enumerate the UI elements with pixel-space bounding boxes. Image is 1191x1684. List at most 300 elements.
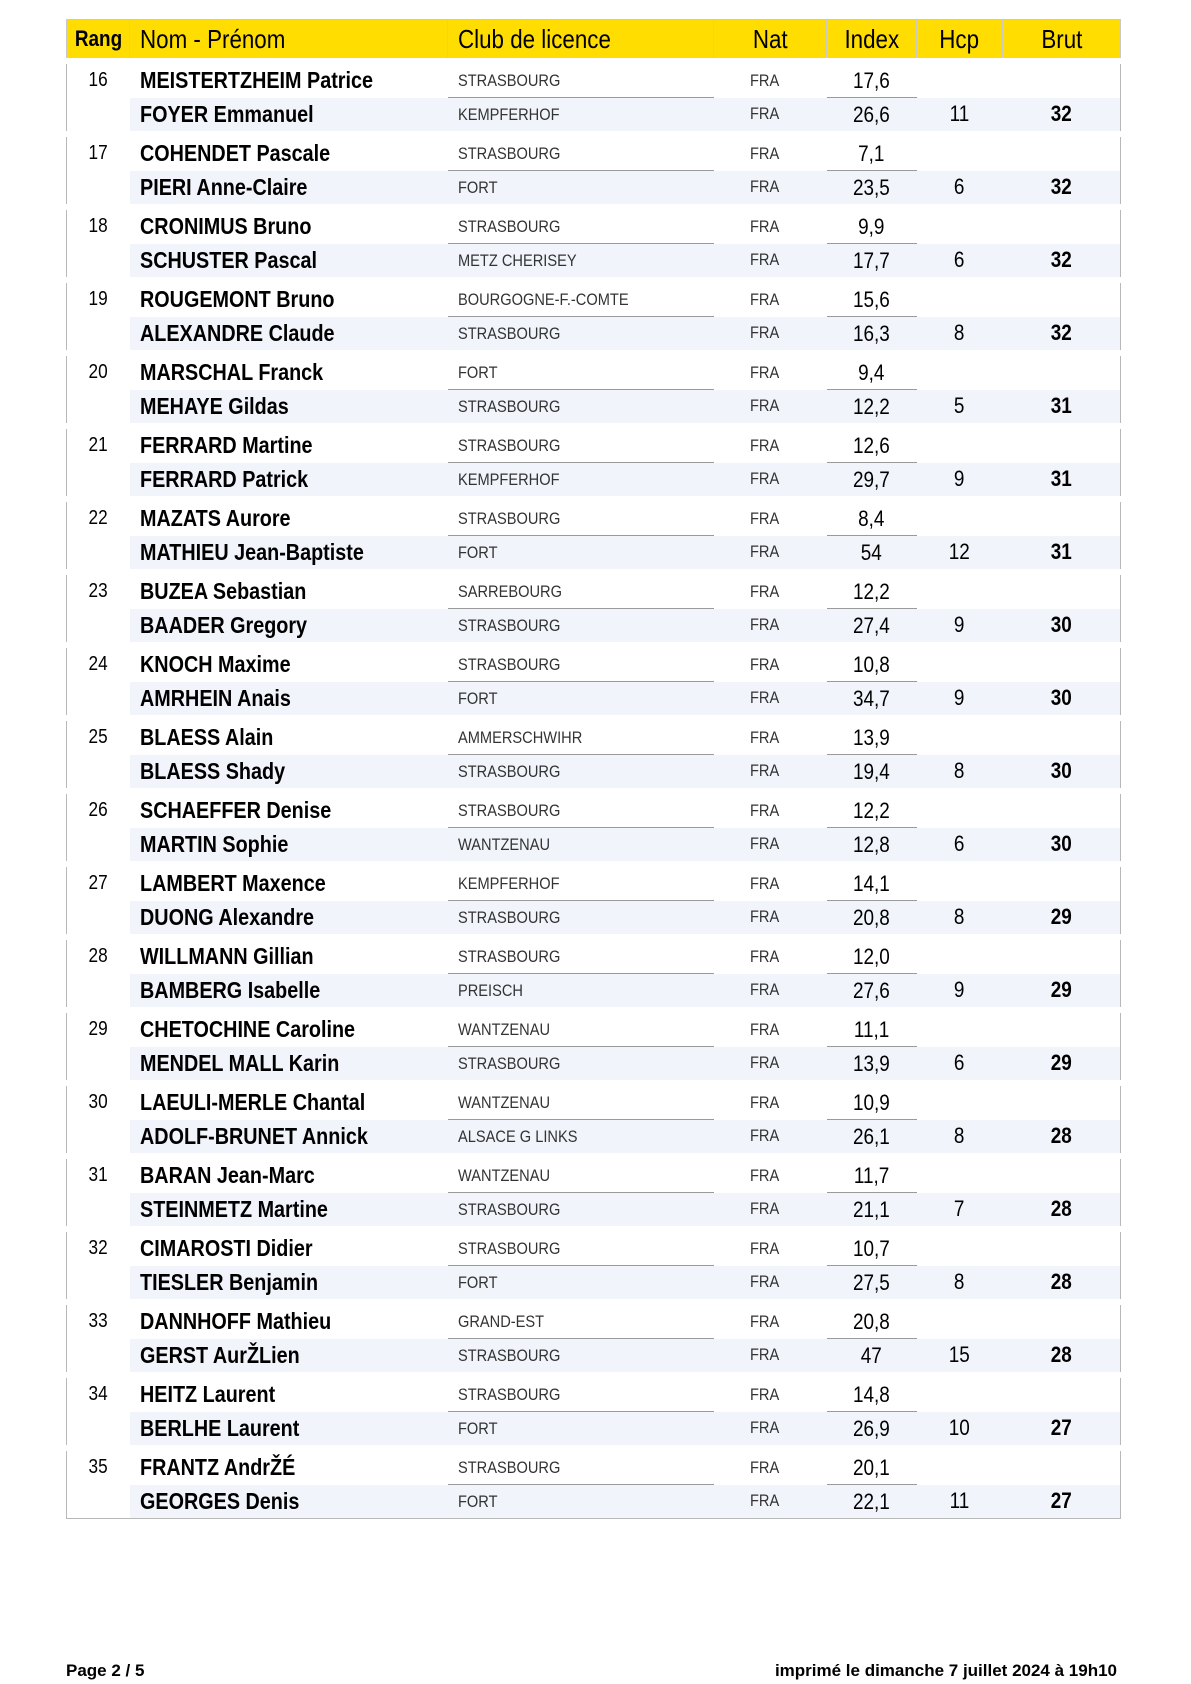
club-name xyxy=(448,426,714,463)
index-value-text: 11,1 xyxy=(853,1016,890,1042)
player-name xyxy=(130,1047,448,1084)
nationality xyxy=(714,61,827,98)
brut-score-text: 29 xyxy=(1050,1050,1072,1076)
nationality-text: FRA xyxy=(749,289,779,309)
index-value xyxy=(827,1229,917,1266)
rank-cell xyxy=(67,536,130,573)
index-value xyxy=(827,390,917,427)
player-name xyxy=(130,463,448,500)
index-value-text: 26,6 xyxy=(853,101,890,127)
brut-score xyxy=(1003,1120,1121,1157)
club-name xyxy=(448,134,714,171)
rank-cell xyxy=(67,61,130,98)
rank-cell xyxy=(67,1010,130,1047)
index-value-text: 8,4 xyxy=(858,505,885,531)
table-row xyxy=(67,353,1121,390)
brut-score-text: 30 xyxy=(1050,831,1072,857)
brut-score xyxy=(1003,207,1121,244)
club-name xyxy=(448,572,714,609)
club-name-text: ALSACE G LINKS xyxy=(457,1126,577,1146)
table-row xyxy=(67,645,1121,682)
player-name xyxy=(130,390,448,427)
club-name-text: GRAND-EST xyxy=(457,1311,544,1331)
hcp-value xyxy=(917,499,1003,536)
hcp-value-text: 8 xyxy=(954,1123,965,1149)
player-name xyxy=(130,937,448,974)
table-row xyxy=(67,1229,1121,1266)
player-name xyxy=(130,134,448,171)
table-row xyxy=(67,1339,1121,1376)
nationality-text: FRA xyxy=(749,1238,779,1258)
hcp-value xyxy=(917,1375,1003,1412)
player-name xyxy=(130,1156,448,1193)
club-name-text: STRASBOURG xyxy=(457,1457,560,1477)
player-name-text: LAEULI-MERLE Chantal xyxy=(139,1089,365,1116)
index-value-text: 7,1 xyxy=(858,140,885,166)
rank-cell xyxy=(67,207,130,244)
brut-score-text: 30 xyxy=(1050,685,1072,711)
team-group xyxy=(67,353,1121,426)
hcp-value-text: 11 xyxy=(949,101,970,127)
rank-cell-text: 27 xyxy=(88,872,108,895)
brut-score xyxy=(1003,1302,1121,1339)
player-name-text: COHENDET Pascale xyxy=(139,140,330,167)
table-row xyxy=(67,426,1121,463)
player-name xyxy=(130,645,448,682)
table-row xyxy=(67,1083,1121,1120)
team-group xyxy=(67,499,1121,572)
brut-score xyxy=(1003,499,1121,536)
nationality-text: FRA xyxy=(749,216,779,236)
index-value-text: 27,4 xyxy=(853,612,890,638)
rank-cell xyxy=(67,463,130,500)
nationality xyxy=(714,1266,827,1303)
player-name-text: FERRARD Martine xyxy=(139,432,313,459)
nationality-text: FRA xyxy=(749,1345,779,1365)
nationality xyxy=(714,390,827,427)
table-row xyxy=(67,536,1121,573)
hcp-value-text: 12 xyxy=(948,539,971,565)
team-group xyxy=(67,1010,1121,1083)
rank-cell xyxy=(67,901,130,938)
brut-score xyxy=(1003,536,1121,573)
nationality-text: FRA xyxy=(749,435,779,455)
club-name-text: WANTZENAU xyxy=(457,1092,550,1112)
brut-score xyxy=(1003,682,1121,719)
hcp-value xyxy=(917,645,1003,682)
brut-score xyxy=(1003,1193,1121,1230)
rank-cell-text: 35 xyxy=(88,1456,108,1479)
nationality-text: FRA xyxy=(749,907,779,927)
club-name-text: STRASBOURG xyxy=(457,508,560,528)
rank-cell-text: 29 xyxy=(88,1018,108,1041)
index-value xyxy=(827,1083,917,1120)
brut-score-text: 32 xyxy=(1050,101,1072,127)
brut-score xyxy=(1003,791,1121,828)
rank-cell xyxy=(67,1120,130,1157)
index-value xyxy=(827,61,917,98)
team-group xyxy=(67,645,1121,718)
table-row xyxy=(67,390,1121,427)
player-name xyxy=(130,609,448,646)
rank-cell xyxy=(67,1193,130,1230)
team-group xyxy=(67,426,1121,499)
brut-score xyxy=(1003,572,1121,609)
index-value xyxy=(827,828,917,865)
brut-score xyxy=(1003,1010,1121,1047)
brut-score xyxy=(1003,98,1121,135)
brut-score xyxy=(1003,1412,1121,1449)
rank-cell-text: 16 xyxy=(88,69,108,92)
table-row xyxy=(67,1448,1121,1485)
hcp-value xyxy=(917,463,1003,500)
player-name-text: AMRHEIN Anais xyxy=(139,684,291,711)
player-name-text: MENDEL MALL Karin xyxy=(139,1049,339,1076)
nationality xyxy=(714,1083,827,1120)
hcp-value xyxy=(917,1010,1003,1047)
table-row xyxy=(67,280,1121,317)
rank-cell xyxy=(67,791,130,828)
brut-score xyxy=(1003,390,1121,427)
hcp-value xyxy=(917,353,1003,390)
club-name-text: FORT xyxy=(457,1491,498,1511)
player-name-text: BUZEA Sebastian xyxy=(139,578,306,605)
player-name xyxy=(130,572,448,609)
hcp-value xyxy=(917,937,1003,974)
club-name-text: STRASBOURG xyxy=(457,1345,560,1365)
nationality xyxy=(714,1229,827,1266)
rank-cell xyxy=(67,1412,130,1449)
index-value-text: 17,7 xyxy=(853,247,890,273)
rank-cell-text: 19 xyxy=(88,288,108,311)
index-value xyxy=(827,572,917,609)
index-value xyxy=(827,1412,917,1449)
team-group xyxy=(67,937,1121,1010)
table-row xyxy=(67,937,1121,974)
player-name-text: GERST AurŽLien xyxy=(139,1341,300,1368)
player-name-text: FRANTZ AndrŽÉ xyxy=(139,1454,295,1481)
team-group xyxy=(67,572,1121,645)
nationality xyxy=(714,791,827,828)
rank-cell-text: 26 xyxy=(88,799,108,822)
player-name-text: DANNHOFF Mathieu xyxy=(139,1308,331,1335)
club-name xyxy=(448,864,714,901)
table-row xyxy=(67,463,1121,500)
rank-cell xyxy=(67,98,130,135)
hcp-value-text: 8 xyxy=(954,1269,965,1295)
hcp-value-text: 8 xyxy=(954,758,965,784)
rank-cell xyxy=(67,1156,130,1193)
player-name xyxy=(130,207,448,244)
club-name xyxy=(448,207,714,244)
team-group xyxy=(67,207,1121,280)
nationality-text: FRA xyxy=(749,1199,779,1219)
player-name-text: CHETOCHINE Caroline xyxy=(139,1016,355,1043)
rank-cell-text: 17 xyxy=(88,142,108,165)
rank-cell xyxy=(67,390,130,427)
nationality xyxy=(714,645,827,682)
table-row xyxy=(67,207,1121,244)
club-name xyxy=(448,536,714,573)
index-value xyxy=(827,536,917,573)
nationality xyxy=(714,463,827,500)
player-name-text: MARTIN Sophie xyxy=(139,830,288,857)
nationality xyxy=(714,718,827,755)
nationality-text: FRA xyxy=(749,1126,779,1146)
nationality-text: FRA xyxy=(749,542,779,562)
page-number: Page 2 / 5 xyxy=(66,1661,145,1680)
nationality-text: FRA xyxy=(749,761,779,781)
index-value-text: 10,9 xyxy=(853,1089,890,1115)
table-row xyxy=(67,134,1121,171)
rank-cell-text: 24 xyxy=(88,653,108,676)
brut-score-text: 28 xyxy=(1050,1123,1072,1149)
hcp-value-text: 8 xyxy=(954,320,965,346)
club-name-text: SARREBOURG xyxy=(457,581,562,601)
nationality-text: FRA xyxy=(749,469,779,489)
nationality xyxy=(714,1302,827,1339)
brut-score-text: 29 xyxy=(1050,977,1072,1003)
club-name xyxy=(448,317,714,354)
club-name xyxy=(448,718,714,755)
brut-score xyxy=(1003,1485,1121,1519)
index-value xyxy=(827,755,917,792)
player-name xyxy=(130,974,448,1011)
club-name xyxy=(448,1302,714,1339)
brut-score xyxy=(1003,1375,1121,1412)
hcp-value xyxy=(917,1120,1003,1157)
table-row xyxy=(67,609,1121,646)
player-name xyxy=(130,280,448,317)
club-name-text: STRASBOURG xyxy=(457,143,560,163)
index-value xyxy=(827,1120,917,1157)
player-name xyxy=(130,791,448,828)
club-name-text: METZ CHERISEY xyxy=(457,250,577,270)
team-group xyxy=(67,864,1121,937)
hcp-value xyxy=(917,901,1003,938)
nationality xyxy=(714,864,827,901)
index-value xyxy=(827,1448,917,1485)
club-name-text: STRASBOURG xyxy=(457,323,560,343)
hcp-value xyxy=(917,61,1003,98)
hcp-value xyxy=(917,317,1003,354)
club-name-text: FORT xyxy=(457,688,498,708)
player-name-text: SCHUSTER Pascal xyxy=(139,246,317,273)
club-name xyxy=(448,499,714,536)
nationality xyxy=(714,280,827,317)
hcp-value-text: 11 xyxy=(949,1488,970,1514)
player-name xyxy=(130,1010,448,1047)
player-name xyxy=(130,1229,448,1266)
player-name-text: BARAN Jean-Marc xyxy=(139,1162,315,1189)
club-name xyxy=(448,1156,714,1193)
brut-score-text: 32 xyxy=(1050,174,1072,200)
club-name xyxy=(448,1193,714,1230)
brut-score xyxy=(1003,1229,1121,1266)
player-name xyxy=(130,755,448,792)
club-name-text: STRASBOURG xyxy=(457,761,560,781)
hcp-value xyxy=(917,134,1003,171)
index-value-text: 26,1 xyxy=(853,1123,890,1149)
brut-score xyxy=(1003,755,1121,792)
table-row xyxy=(67,572,1121,609)
team-group xyxy=(67,1375,1121,1448)
rank-cell xyxy=(67,937,130,974)
nationality xyxy=(714,755,827,792)
brut-score-text: 30 xyxy=(1050,612,1072,638)
brut-score xyxy=(1003,718,1121,755)
nationality xyxy=(714,171,827,208)
nationality xyxy=(714,1010,827,1047)
club-name xyxy=(448,682,714,719)
club-name xyxy=(448,353,714,390)
club-name xyxy=(448,390,714,427)
player-name-text: KNOCH Maxime xyxy=(139,651,291,678)
index-value xyxy=(827,864,917,901)
hcp-value xyxy=(917,1339,1003,1376)
player-name-text: SCHAEFFER Denise xyxy=(139,797,331,824)
brut-score-text: 27 xyxy=(1050,1488,1072,1514)
index-value-text: 19,4 xyxy=(853,758,890,784)
brut-score xyxy=(1003,937,1121,974)
index-value-text: 14,8 xyxy=(853,1381,890,1407)
player-name-text: ALEXANDRE Claude xyxy=(139,319,335,346)
index-value-text: 16,3 xyxy=(853,320,890,346)
player-name xyxy=(130,682,448,719)
rank-cell xyxy=(67,280,130,317)
hcp-value-text: 6 xyxy=(954,247,965,273)
club-name-text: KEMPFERHOF xyxy=(457,873,560,893)
rank-cell xyxy=(67,645,130,682)
index-value-text: 12,2 xyxy=(853,393,890,419)
header-hcp: Hcp xyxy=(917,20,1003,62)
rank-cell xyxy=(67,1375,130,1412)
index-value xyxy=(827,1375,917,1412)
hcp-value xyxy=(917,98,1003,135)
index-value-text: 22,1 xyxy=(853,1488,890,1514)
club-name-text: WANTZENAU xyxy=(457,1165,550,1185)
nationality-text: FRA xyxy=(749,1092,779,1112)
hcp-value-text: 5 xyxy=(954,393,965,419)
club-name-text: STRASBOURG xyxy=(457,907,560,927)
index-value-text: 27,5 xyxy=(853,1269,890,1295)
table-row xyxy=(67,718,1121,755)
nationality-text: FRA xyxy=(749,688,779,708)
club-name xyxy=(448,791,714,828)
rank-cell xyxy=(67,1083,130,1120)
nationality-text: FRA xyxy=(749,104,779,124)
brut-score-text: 28 xyxy=(1050,1342,1072,1368)
nationality xyxy=(714,682,827,719)
player-name xyxy=(130,718,448,755)
index-value-text: 14,1 xyxy=(853,870,890,896)
brut-score-text: 30 xyxy=(1050,758,1072,784)
team-group xyxy=(67,1229,1121,1302)
rank-cell xyxy=(67,572,130,609)
nationality-text: FRA xyxy=(749,1165,779,1185)
nationality-text: FRA xyxy=(749,654,779,674)
club-name-text: KEMPFERHOF xyxy=(457,469,560,489)
club-name xyxy=(448,61,714,98)
table-row xyxy=(67,901,1121,938)
index-value-text: 20,8 xyxy=(853,904,890,930)
club-name xyxy=(448,937,714,974)
table-row xyxy=(67,244,1121,281)
brut-score xyxy=(1003,645,1121,682)
hcp-value-text: 6 xyxy=(954,1050,965,1076)
rank-cell xyxy=(67,718,130,755)
club-name-text: WANTZENAU xyxy=(457,1019,550,1039)
hcp-value xyxy=(917,609,1003,646)
team-group xyxy=(67,1302,1121,1375)
hcp-value xyxy=(917,390,1003,427)
table-row xyxy=(67,1412,1121,1449)
player-name-text: CIMAROSTI Didier xyxy=(139,1235,313,1262)
team-group xyxy=(67,280,1121,353)
brut-score xyxy=(1003,901,1121,938)
player-name-text: BERLHE Laurent xyxy=(139,1414,299,1441)
hcp-value-text: 10 xyxy=(948,1415,971,1441)
club-name xyxy=(448,645,714,682)
printed-date: imprimé le dimanche 7 juillet 2024 à 19h10 xyxy=(774,1661,1117,1680)
hcp-value xyxy=(917,718,1003,755)
hcp-value xyxy=(917,1448,1003,1485)
nationality xyxy=(714,901,827,938)
index-value-text: 54 xyxy=(860,539,883,565)
table-row xyxy=(67,1047,1121,1084)
hcp-value xyxy=(917,572,1003,609)
index-value xyxy=(827,609,917,646)
hcp-value-text: 15 xyxy=(948,1342,971,1368)
brut-score xyxy=(1003,1266,1121,1303)
club-name xyxy=(448,1448,714,1485)
index-value-text: 13,9 xyxy=(853,1050,890,1076)
hcp-value xyxy=(917,426,1003,463)
rank-cell-text: 33 xyxy=(88,1310,108,1333)
player-name-text: BAADER Gregory xyxy=(139,611,307,638)
hcp-value xyxy=(917,536,1003,573)
club-name xyxy=(448,1083,714,1120)
hcp-value xyxy=(917,1193,1003,1230)
player-name-text: ADOLF-BRUNET Annick xyxy=(139,1122,368,1149)
nationality-text: FRA xyxy=(749,1491,779,1511)
player-name-text: MEISTERTZHEIM Patrice xyxy=(139,67,373,94)
nationality xyxy=(714,937,827,974)
brut-score xyxy=(1003,244,1121,281)
hcp-value xyxy=(917,1485,1003,1519)
nationality-text: FRA xyxy=(749,1457,779,1477)
header-brut: Brut xyxy=(1003,20,1121,62)
rank-cell xyxy=(67,828,130,865)
rank-cell-text: 32 xyxy=(88,1237,108,1260)
brut-score xyxy=(1003,1156,1121,1193)
hcp-value-text: 9 xyxy=(954,685,965,711)
club-name-text: STRASBOURG xyxy=(457,946,560,966)
nationality xyxy=(714,536,827,573)
hcp-value-text: 6 xyxy=(954,831,965,857)
nationality-text: FRA xyxy=(749,1384,779,1404)
player-name-text: MARSCHAL Franck xyxy=(139,359,323,386)
player-name xyxy=(130,864,448,901)
player-name xyxy=(130,1339,448,1376)
nationality-text: FRA xyxy=(749,323,779,343)
player-name xyxy=(130,1375,448,1412)
table-row xyxy=(67,1375,1121,1412)
hcp-value xyxy=(917,1047,1003,1084)
club-name-text: WANTZENAU xyxy=(457,834,550,854)
brut-score-text: 31 xyxy=(1050,539,1072,565)
player-name-text: STEINMETZ Martine xyxy=(139,1195,328,1222)
